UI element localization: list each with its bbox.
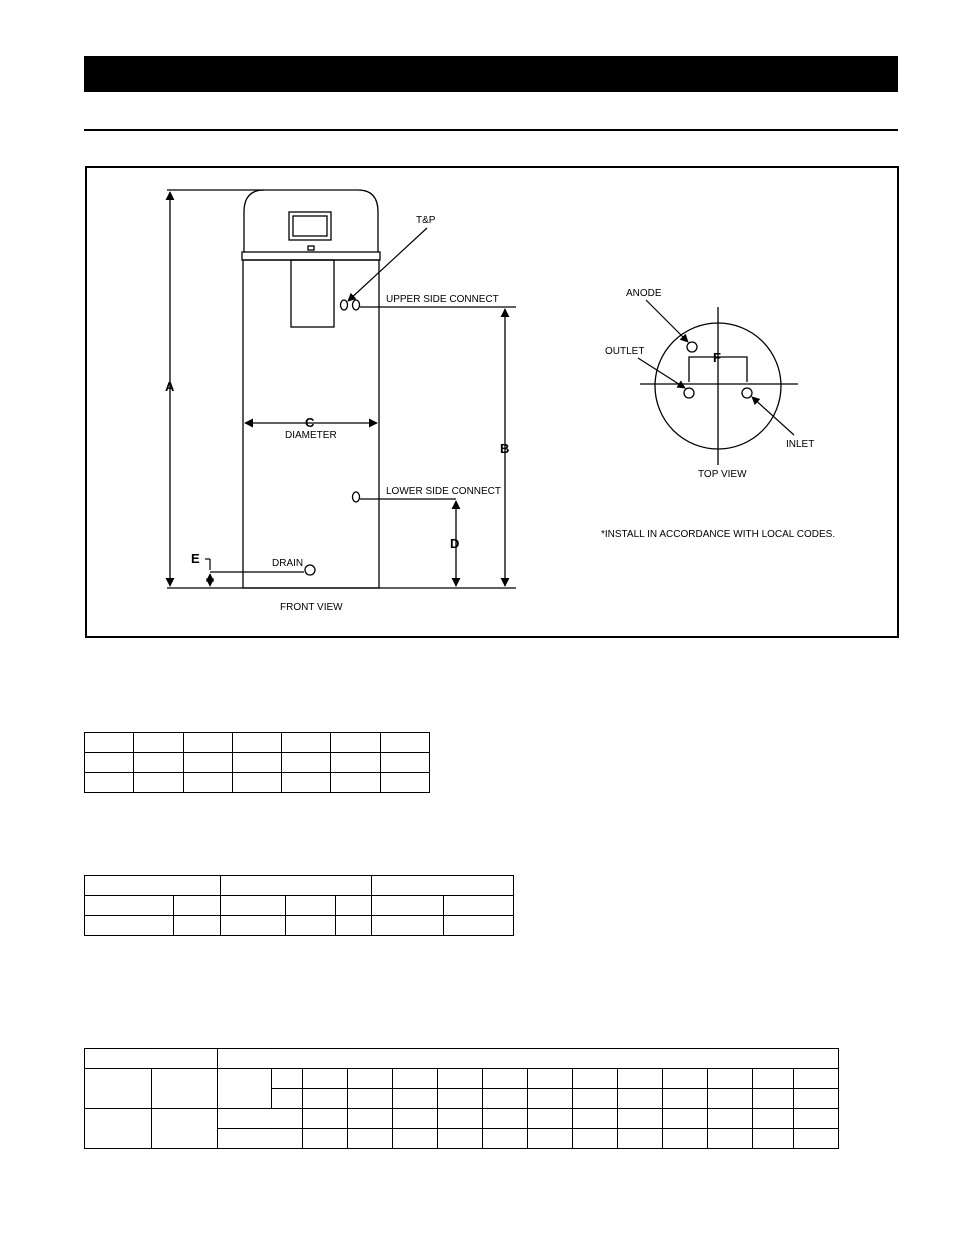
table-cell bbox=[134, 733, 183, 753]
table-cell bbox=[134, 753, 183, 773]
table-cell bbox=[348, 1109, 393, 1129]
table-cell bbox=[753, 1109, 794, 1129]
table-cell bbox=[85, 876, 221, 896]
table-cell bbox=[393, 1069, 438, 1089]
table-row bbox=[85, 1109, 839, 1129]
table-cell bbox=[183, 753, 232, 773]
table-cell bbox=[528, 1089, 573, 1109]
table-cell bbox=[438, 1129, 483, 1149]
table-cell bbox=[573, 1129, 618, 1149]
table-cell bbox=[221, 876, 372, 896]
dimension-c-label: C bbox=[305, 415, 315, 430]
table-row bbox=[85, 916, 514, 936]
table-cell bbox=[794, 1129, 839, 1149]
table-cell bbox=[618, 1129, 663, 1149]
table-row bbox=[85, 753, 430, 773]
table-cell bbox=[282, 733, 331, 753]
table-cell bbox=[221, 916, 286, 936]
table-cell bbox=[282, 753, 331, 773]
upper-side-connect-label: UPPER SIDE CONNECT bbox=[386, 294, 499, 305]
table-cell bbox=[85, 773, 134, 793]
dimension-d-label: D bbox=[450, 536, 460, 551]
table-cell bbox=[173, 896, 220, 916]
drain-label: DRAIN bbox=[272, 558, 304, 569]
table-cell bbox=[348, 1069, 393, 1089]
table-cell bbox=[348, 1089, 393, 1109]
table-row bbox=[85, 1049, 839, 1069]
table-cell bbox=[753, 1129, 794, 1149]
table-cell bbox=[303, 1069, 348, 1089]
table-cell bbox=[393, 1129, 438, 1149]
t-and-p-label: T&P bbox=[416, 215, 436, 226]
table-cell bbox=[618, 1069, 663, 1089]
table-cell bbox=[218, 1129, 303, 1149]
recovery-table bbox=[84, 1048, 839, 1149]
table-cell bbox=[232, 773, 281, 793]
table-cell bbox=[218, 1109, 303, 1129]
table-cell bbox=[303, 1129, 348, 1149]
table-cell bbox=[753, 1069, 794, 1089]
table-row bbox=[85, 896, 514, 916]
table-cell bbox=[331, 733, 380, 753]
table-cell bbox=[286, 896, 335, 916]
table-cell bbox=[483, 1069, 528, 1089]
table-cell bbox=[151, 1069, 218, 1109]
table-cell bbox=[380, 773, 429, 793]
table-cell bbox=[438, 1089, 483, 1109]
table-cell bbox=[753, 1089, 794, 1109]
table-cell bbox=[151, 1109, 218, 1149]
table-cell bbox=[663, 1109, 708, 1129]
table-cell bbox=[438, 1069, 483, 1089]
table-cell bbox=[528, 1069, 573, 1089]
table-cell bbox=[85, 916, 174, 936]
table-cell bbox=[483, 1129, 528, 1149]
heater-top-view bbox=[640, 307, 798, 465]
install-note: *INSTALL IN ACCORDANCE WITH LOCAL CODES. bbox=[601, 529, 836, 540]
table-cell bbox=[303, 1089, 348, 1109]
table-cell bbox=[663, 1089, 708, 1109]
table-cell bbox=[708, 1129, 753, 1149]
table-cell bbox=[331, 773, 380, 793]
table-cell bbox=[393, 1089, 438, 1109]
dimension-diagram-frame bbox=[85, 166, 899, 638]
table-cell bbox=[183, 773, 232, 793]
table-cell bbox=[573, 1089, 618, 1109]
table-cell bbox=[483, 1089, 528, 1109]
table-cell bbox=[183, 733, 232, 753]
table-cell bbox=[528, 1129, 573, 1149]
table-cell bbox=[573, 1109, 618, 1129]
dimensions-table bbox=[84, 732, 430, 793]
heater-front-view bbox=[242, 190, 380, 588]
table-cell bbox=[348, 1129, 393, 1149]
table-cell bbox=[708, 1089, 753, 1109]
table-cell bbox=[438, 1109, 483, 1129]
table-cell bbox=[173, 916, 220, 936]
table-cell bbox=[282, 773, 331, 793]
table-cell bbox=[380, 753, 429, 773]
table-cell bbox=[708, 1069, 753, 1089]
table-cell bbox=[444, 896, 514, 916]
table-cell bbox=[335, 916, 371, 936]
diameter-label: DIAMETER bbox=[285, 430, 337, 441]
dimension-b-label: B bbox=[500, 441, 510, 456]
top-view-label: TOP VIEW bbox=[698, 469, 747, 480]
table-row bbox=[85, 1069, 839, 1089]
table-cell bbox=[232, 753, 281, 773]
table-cell bbox=[573, 1069, 618, 1089]
anode-label: ANODE bbox=[626, 288, 662, 299]
table-cell bbox=[444, 916, 514, 936]
table-cell bbox=[372, 916, 444, 936]
dimension-b bbox=[360, 307, 516, 586]
table-cell bbox=[303, 1109, 348, 1129]
table-row bbox=[85, 773, 430, 793]
dimension-d bbox=[360, 499, 456, 586]
outlet-label: OUTLET bbox=[605, 346, 645, 357]
table-cell bbox=[618, 1109, 663, 1129]
table-cell bbox=[272, 1069, 303, 1089]
dimension-e-label: E bbox=[191, 551, 200, 566]
table-cell bbox=[272, 1089, 303, 1109]
table-cell bbox=[372, 896, 444, 916]
table-cell bbox=[483, 1109, 528, 1129]
anode-leader bbox=[646, 300, 688, 342]
dimension-f-label: F bbox=[713, 350, 721, 365]
table-cell bbox=[85, 753, 134, 773]
table-cell bbox=[618, 1089, 663, 1109]
table-cell bbox=[85, 1109, 152, 1149]
specifications-table bbox=[84, 875, 514, 936]
table-cell bbox=[85, 1049, 218, 1069]
table-cell bbox=[218, 1069, 272, 1109]
table-cell bbox=[232, 733, 281, 753]
table-cell bbox=[794, 1109, 839, 1129]
table-cell bbox=[528, 1109, 573, 1129]
inlet-label: INLET bbox=[786, 439, 815, 450]
table-cell bbox=[663, 1129, 708, 1149]
table-cell bbox=[221, 896, 286, 916]
table-cell bbox=[218, 1049, 839, 1069]
table-cell bbox=[663, 1069, 708, 1089]
table-row bbox=[85, 733, 430, 753]
inlet-leader bbox=[752, 397, 794, 435]
lower-side-connect-label: LOWER SIDE CONNECT bbox=[386, 486, 502, 497]
table-cell bbox=[380, 733, 429, 753]
table-cell bbox=[286, 916, 335, 936]
front-view-label: FRONT VIEW bbox=[280, 602, 343, 613]
table-cell bbox=[85, 896, 174, 916]
table-cell bbox=[708, 1109, 753, 1129]
table-cell bbox=[393, 1109, 438, 1129]
table-cell bbox=[85, 1069, 152, 1109]
table-row bbox=[85, 876, 514, 896]
table-cell bbox=[134, 773, 183, 793]
table-cell bbox=[331, 753, 380, 773]
table-cell bbox=[794, 1089, 839, 1109]
table-cell bbox=[794, 1069, 839, 1089]
table-cell bbox=[85, 733, 134, 753]
table-cell bbox=[335, 896, 371, 916]
table-cell bbox=[372, 876, 514, 896]
dimension-a-label: A bbox=[165, 379, 175, 394]
